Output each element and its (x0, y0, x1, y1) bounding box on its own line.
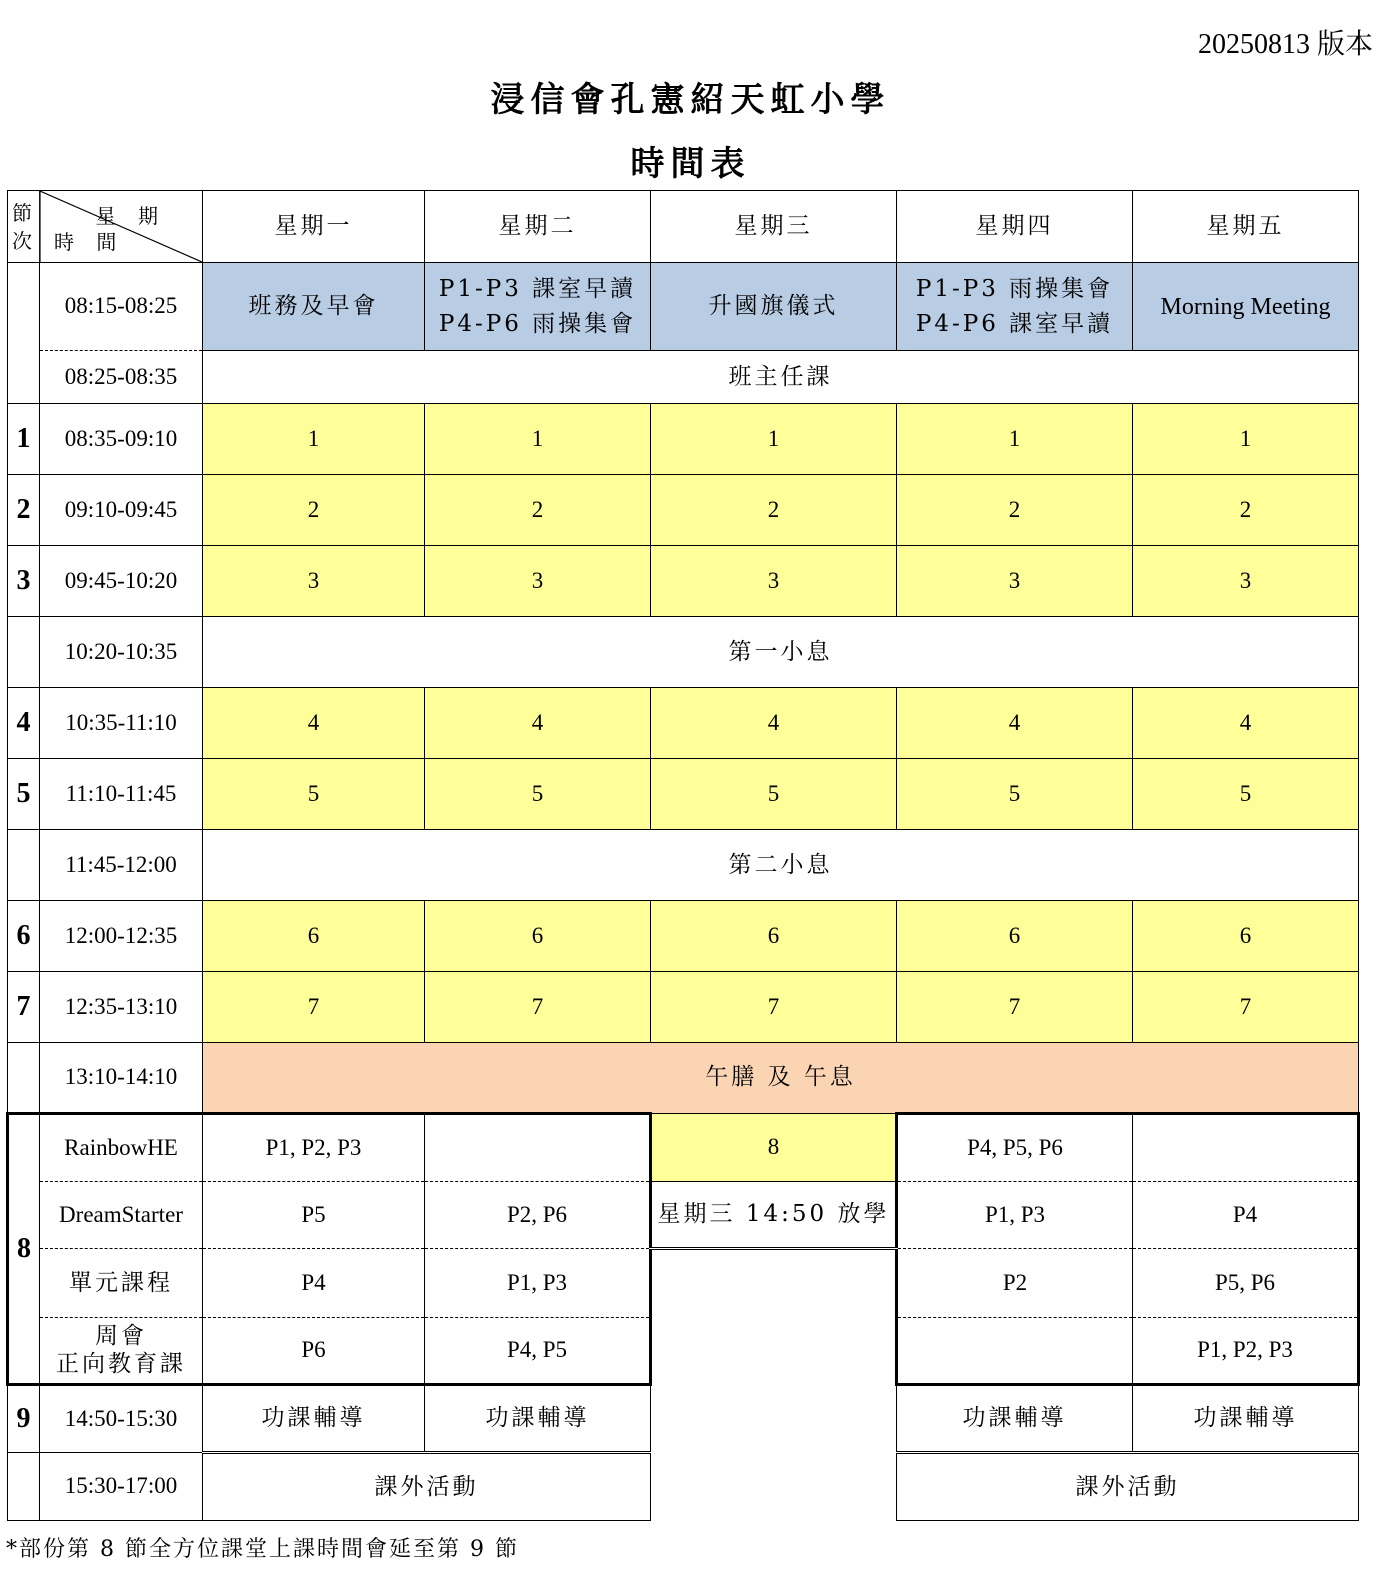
blank-period-cell (8, 830, 40, 901)
homework-cell: 功課輔導 (425, 1385, 651, 1453)
lesson-cell: 1 (651, 404, 897, 475)
programme-label-line1: 周會 (95, 1322, 147, 1349)
p8-cell: P4, P5 (425, 1318, 651, 1385)
lesson-cell: 6 (651, 901, 897, 972)
lesson-cell: 3 (1133, 546, 1359, 617)
wed-empty-cell (651, 1249, 897, 1521)
p8-cell: P5 (203, 1182, 425, 1249)
morning-tue-line1: P1-P3 課室早讀 (438, 276, 637, 302)
time-cell: 10:35-11:10 (40, 688, 203, 759)
lesson-cell: 2 (425, 475, 651, 546)
period-number: 5 (8, 759, 40, 830)
period-row-2 (8, 475, 1359, 546)
time-header: 時 間 (54, 230, 125, 254)
programme-label: RainbowHE (40, 1114, 203, 1182)
day-header-mon: 星期一 (203, 191, 425, 263)
lesson-cell: 1 (897, 404, 1133, 475)
p8-cell: P1, P3 (897, 1182, 1133, 1249)
p8-cell: P4 (1133, 1182, 1359, 1249)
lesson-cell: 2 (897, 475, 1133, 546)
eca-cell: 課外活動 (897, 1453, 1359, 1521)
period-header: 節次 (12, 201, 35, 253)
recess-row-1 (8, 617, 1359, 688)
period-row-7 (8, 972, 1359, 1043)
homework-cell: 功課輔導 (203, 1385, 425, 1453)
lesson-cell: 2 (651, 475, 897, 546)
lesson-cell: 7 (1133, 972, 1359, 1043)
morning-tue (425, 263, 651, 351)
lunch-label: 午膳 及 午息 (203, 1043, 1359, 1114)
day-header-fri: 星期五 (1133, 191, 1359, 263)
lesson-cell: 2 (203, 475, 425, 546)
programme-label (40, 1318, 203, 1385)
lesson-cell: 7 (651, 972, 897, 1043)
lesson-cell: 5 (1133, 759, 1359, 830)
p8-cell: P4 (203, 1249, 425, 1318)
p8-cell: P4, P5, P6 (897, 1114, 1133, 1182)
time-cell: 08:25-08:35 (40, 351, 203, 404)
lesson-cell: 6 (425, 901, 651, 972)
homework-cell: 功課輔導 (1133, 1385, 1359, 1453)
day-header-thu: 星期四 (897, 191, 1133, 263)
school-name: 浸信會孔憲紹天虹小學 (490, 80, 891, 120)
blank-period-cell (8, 1043, 40, 1114)
lesson-cell: 2 (1133, 475, 1359, 546)
period8-row-dreamstarter (8, 1182, 1359, 1249)
p8-cell (1133, 1114, 1359, 1182)
lesson-cell: 5 (203, 759, 425, 830)
morning-wed: 升國旗儀式 (651, 263, 897, 351)
period-number: 1 (8, 404, 40, 475)
lesson-cell: 6 (203, 901, 425, 972)
period8-row-unit (8, 1249, 1359, 1318)
homework-cell: 功課輔導 (897, 1385, 1133, 1453)
time-cell: 10:20-10:35 (40, 617, 203, 688)
p8-cell (897, 1318, 1133, 1385)
weekday-header: 星 期 (95, 204, 166, 228)
time-cell: 08:15-08:25 (40, 263, 203, 351)
p8-wed-period: 8 (651, 1114, 897, 1182)
period-number: 4 (8, 688, 40, 759)
time-cell: 09:10-09:45 (40, 475, 203, 546)
p8-cell (425, 1114, 651, 1182)
lesson-cell: 4 (425, 688, 651, 759)
lesson-cell: 1 (203, 404, 425, 475)
period8-row-rainbowhe (8, 1114, 1359, 1182)
p8-cell: P1, P2, P3 (1133, 1318, 1359, 1385)
time-cell: 14:50-15:30 (40, 1385, 203, 1453)
time-cell: 13:10-14:10 (40, 1043, 203, 1114)
eca-cell: 課外活動 (203, 1453, 651, 1521)
period-number: 8 (8, 1114, 40, 1385)
homeroom-row: 班主任課 (203, 351, 1359, 404)
period-row-4 (8, 688, 1359, 759)
programme-label: 單元課程 (40, 1249, 203, 1318)
p8-cell: P1, P3 (425, 1249, 651, 1318)
wed-dismissal: 星期三 14:50 放學 (651, 1182, 897, 1249)
period-number: 3 (8, 546, 40, 617)
day-header-wed: 星期三 (651, 191, 897, 263)
lesson-cell: 7 (203, 972, 425, 1043)
lesson-cell: 7 (897, 972, 1133, 1043)
programme-label-line2: 正向教育課 (56, 1350, 186, 1377)
morning-mon: 班務及早會 (203, 263, 425, 351)
time-cell: 11:10-11:45 (40, 759, 203, 830)
blank-period-cell (8, 617, 40, 688)
p8-cell: P2, P6 (425, 1182, 651, 1249)
corner-header (8, 191, 203, 263)
period-number: 6 (8, 901, 40, 972)
morning-thu-line2: P4-P6 課室早讀 (915, 310, 1114, 337)
footnote: *部份第 8 節全方位課堂上課時間會延至第 9 節 (6, 1537, 519, 1562)
lesson-cell: 4 (651, 688, 897, 759)
lesson-cell: 4 (1133, 688, 1359, 759)
lesson-cell: 6 (897, 901, 1133, 972)
p8-cell: P5, P6 (1133, 1249, 1359, 1318)
time-cell: 12:00-12:35 (40, 901, 203, 972)
lesson-cell: 5 (425, 759, 651, 830)
recess-label: 第二小息 (203, 830, 1359, 901)
timetable (6, 190, 1360, 1521)
p8-cell: P1, P2, P3 (203, 1114, 425, 1182)
period-row-6 (8, 901, 1359, 972)
time-cell: 15:30-17:00 (40, 1453, 203, 1521)
p8-cell: P2 (897, 1249, 1133, 1318)
time-cell: 09:45-10:20 (40, 546, 203, 617)
lunch-row (8, 1043, 1359, 1114)
lesson-cell: 7 (425, 972, 651, 1043)
time-cell: 12:35-13:10 (40, 972, 203, 1043)
period-number: 2 (8, 475, 40, 546)
programme-label: DreamStarter (40, 1182, 203, 1249)
lesson-cell: 4 (203, 688, 425, 759)
lesson-cell: 3 (897, 546, 1133, 617)
lesson-cell: 5 (651, 759, 897, 830)
recess-row-2 (8, 830, 1359, 901)
version-label: 20250813 版本 (1197, 29, 1373, 60)
period-row-5 (8, 759, 1359, 830)
lesson-cell: 3 (425, 546, 651, 617)
lesson-cell: 1 (1133, 404, 1359, 475)
period-number: 7 (8, 972, 40, 1043)
p8-cell: P6 (203, 1318, 425, 1385)
lesson-cell: 6 (1133, 901, 1359, 972)
morning-fri: Morning Meeting (1133, 263, 1359, 351)
recess-label: 第一小息 (203, 617, 1359, 688)
period-row-1 (8, 404, 1359, 475)
morning-tue-line2: P4-P6 雨操集會 (438, 310, 637, 337)
day-header-tue: 星期二 (425, 191, 651, 263)
lesson-cell: 1 (425, 404, 651, 475)
period-row-3 (8, 546, 1359, 617)
lesson-cell: 3 (203, 546, 425, 617)
period-number: 9 (8, 1385, 40, 1453)
lesson-cell: 3 (651, 546, 897, 617)
time-cell: 11:45-12:00 (40, 830, 203, 901)
morning-thu-line1: P1-P3 雨操集會 (915, 276, 1114, 302)
blank-period-cell (8, 1453, 40, 1521)
morning-period-cell (8, 263, 40, 404)
page-title: 時間表 (630, 144, 751, 184)
lesson-cell: 5 (897, 759, 1133, 830)
lesson-cell: 4 (897, 688, 1133, 759)
morning-thu (897, 263, 1133, 351)
time-cell: 08:35-09:10 (40, 404, 203, 475)
